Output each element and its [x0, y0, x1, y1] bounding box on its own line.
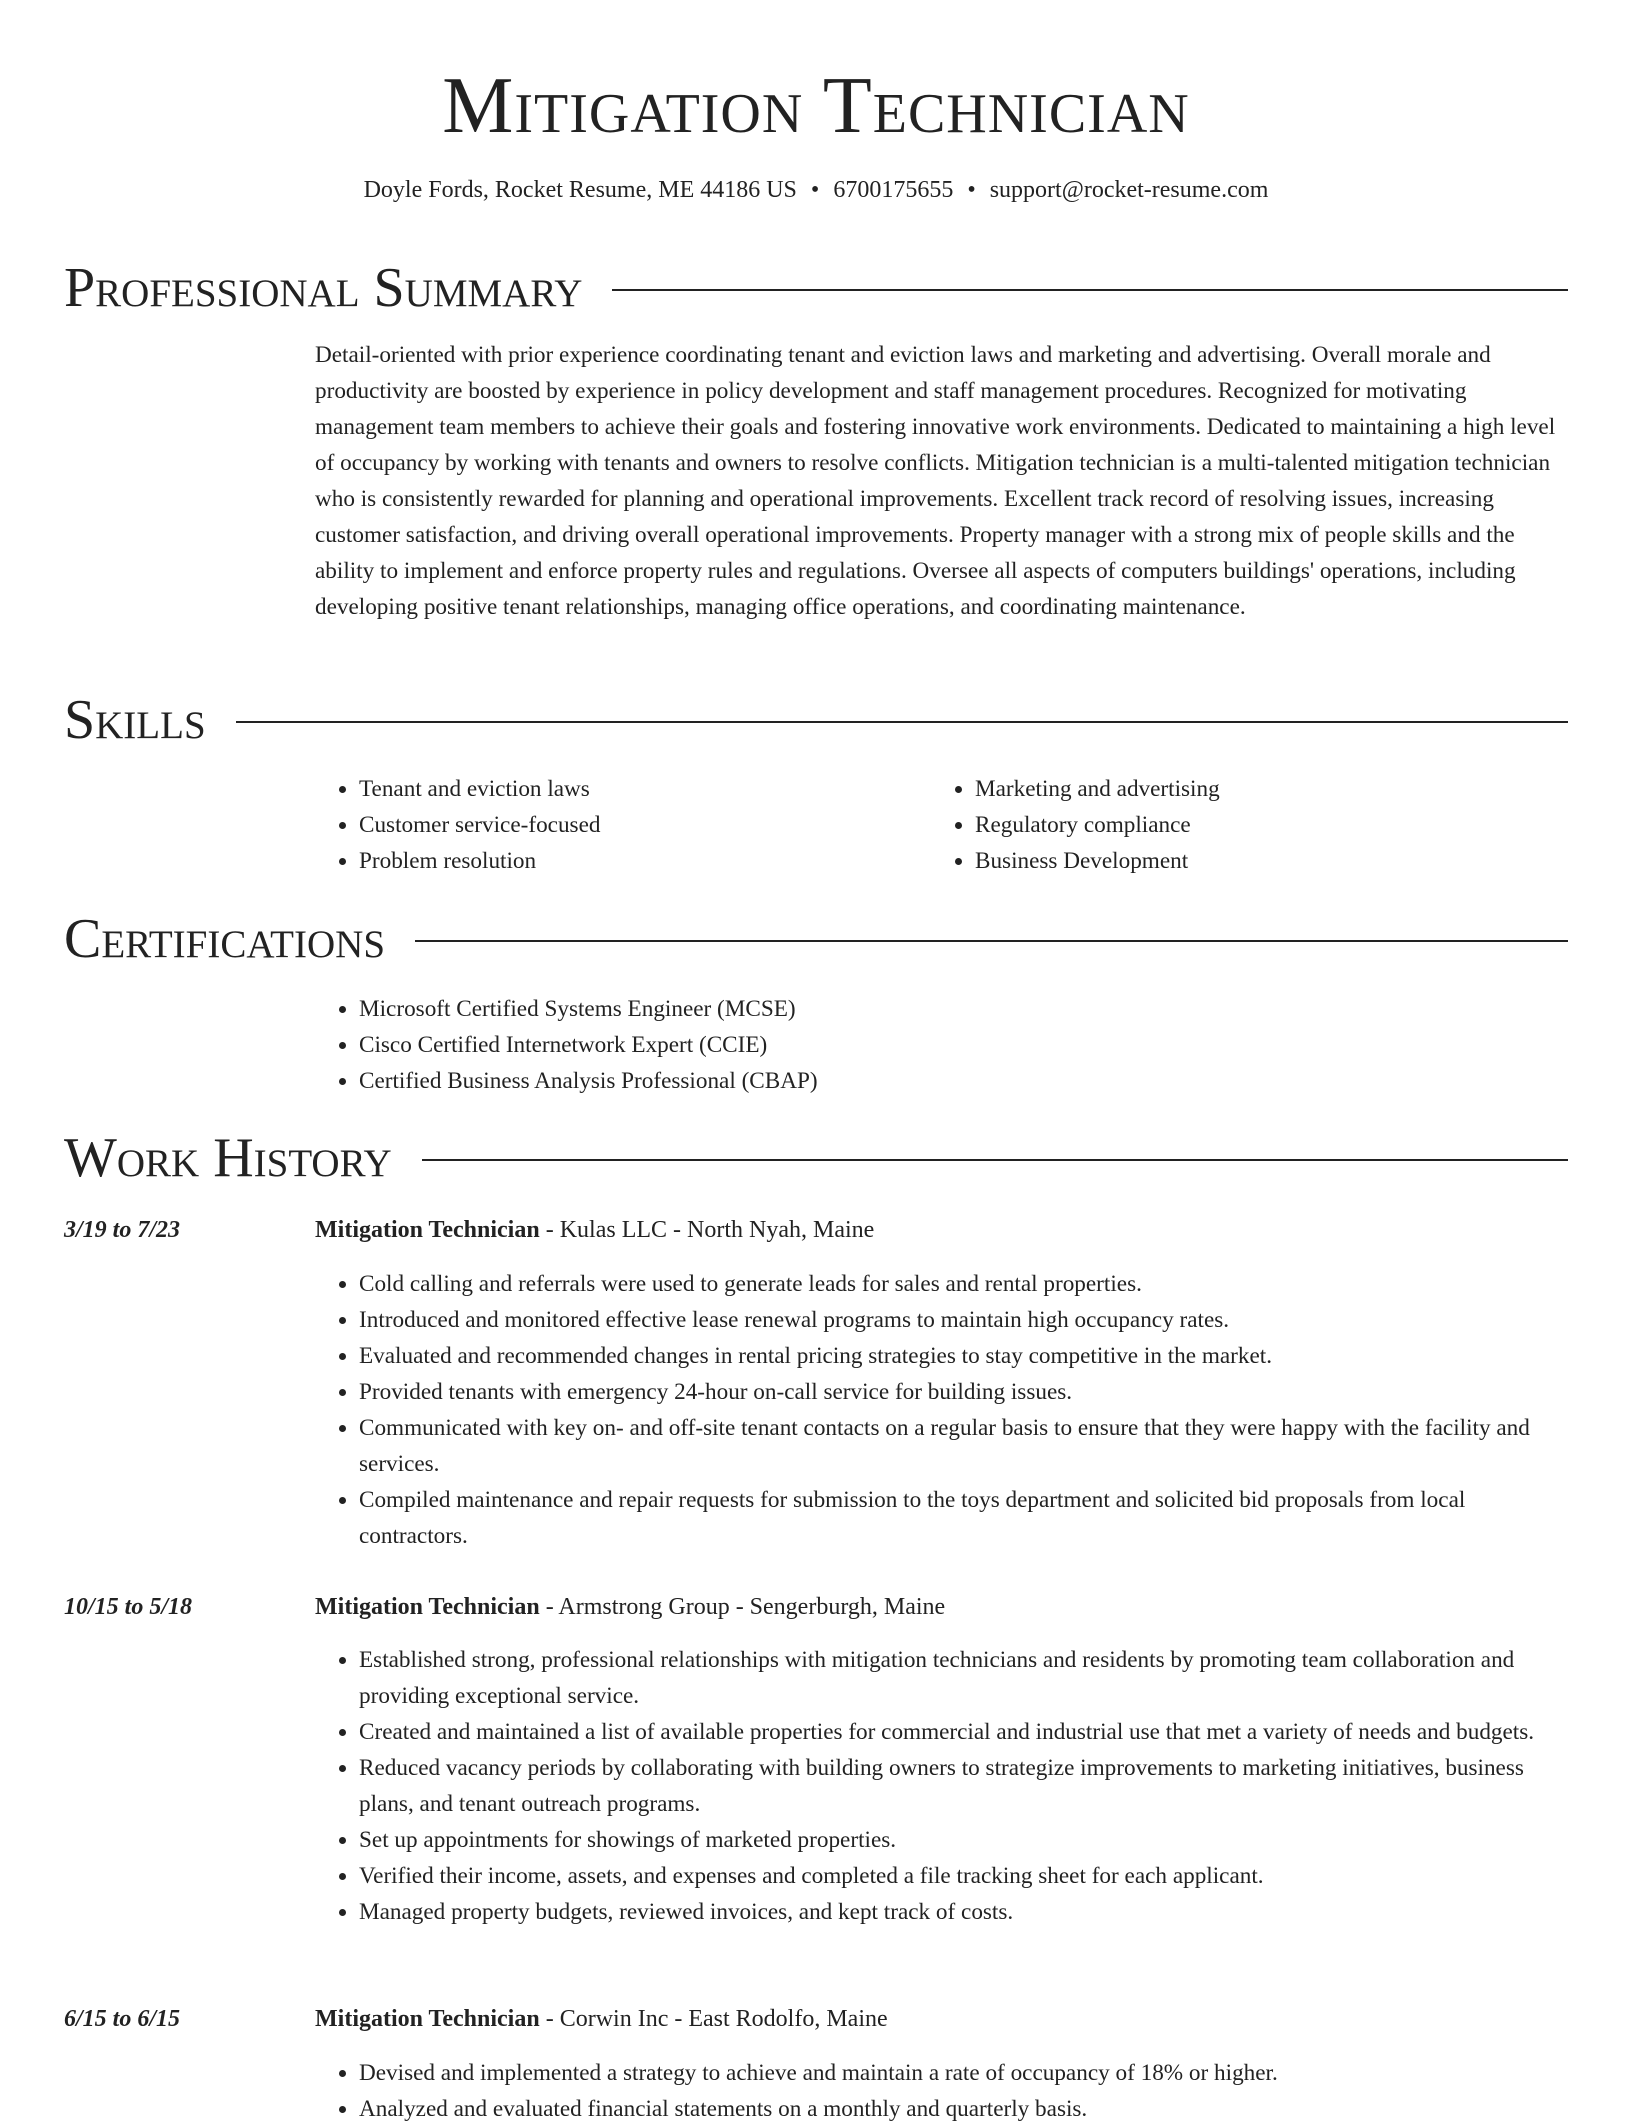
job-title: Mitigation Technician — [315, 2006, 540, 2032]
phone: 6700175655 — [833, 177, 954, 203]
job-duty-item: • Verified their income, assets, and expenses and completed a file tracking sheet for each applicant. — [359, 1858, 1570, 1894]
job-duty-item: • Evaluated and recommended changes in rental pricing strategies to stay competitive in the market. — [359, 1338, 1570, 1374]
certifications-list — [315, 991, 1515, 1099]
skills-right-column — [931, 771, 1531, 879]
email[interactable]: support@rocket-resume.com — [989, 177, 1269, 203]
job-duty-item: • Introduced and monitored effective lease renewal programs to maintain high occupancy rates. — [359, 1302, 1570, 1338]
work-history-heading-row — [64, 1126, 1568, 1190]
job-duty-item: • Reduced vacancy periods by collaborating with building owners to strategize improvements to marketing initiatives, business plans, and tenant outreach programs. — [359, 1750, 1570, 1822]
certification-item: • Cisco Certified Internetwork Expert (CCIE) — [359, 1027, 1515, 1063]
job-duty-item: • Cold calling and referrals were used to generate leads for sales and rental properties. — [359, 1266, 1570, 1302]
section-divider — [612, 289, 1568, 291]
skill-item: • Customer service-focused — [359, 807, 915, 843]
job-dates: 3/19 to 7/23 — [64, 1217, 181, 1243]
job-duties — [315, 2055, 1570, 2127]
job-duty-item: • Established strong, professional relationships with mitigation technicians and residents by promoting team collaboration and providing exceptional service. — [359, 1642, 1570, 1714]
job-duty-item: • Analyzed and evaluated financial statements on a monthly and quarterly basis. — [359, 2091, 1570, 2127]
job-employer-location: - Corwin Inc - East Rodolfo, Maine — [539, 2006, 888, 2032]
skill-item: • Problem resolution — [359, 843, 915, 879]
section-divider — [422, 1159, 1568, 1161]
work-history-heading: Work History — [64, 1127, 392, 1189]
job-dates: 10/15 to 5/18 — [64, 1594, 193, 1620]
job-dates: 6/15 to 6/15 — [64, 2006, 181, 2032]
skill-item: • Business Development — [975, 843, 1531, 879]
summary-heading: Professional Summary — [64, 257, 583, 319]
certification-item: • Microsoft Certified Systems Engineer (MCSE) — [359, 991, 1515, 1027]
certification-item: • Certified Business Analysis Professional (CBAP) — [359, 1063, 1515, 1099]
job-heading — [315, 2001, 888, 2037]
summary-heading-row — [64, 256, 1568, 320]
address: Doyle Fords, Rocket Resume, ME 44186 US — [363, 177, 797, 203]
section-divider — [236, 721, 1568, 723]
skills-heading: Skills — [64, 689, 206, 751]
candidate-name: Mitigation Technician — [442, 62, 1190, 150]
job-title: Mitigation Technician — [315, 1217, 540, 1243]
job-duty-item: • Devised and implemented a strategy to achieve and maintain a rate of occupancy of 18% or higher. — [359, 2055, 1570, 2091]
job-heading — [315, 1212, 874, 1248]
contact-line — [0, 174, 1632, 206]
skill-item: • Marketing and advertising — [975, 771, 1531, 807]
job-duties — [315, 1266, 1570, 1554]
skills-heading-row — [64, 688, 1568, 752]
job-duties — [315, 1642, 1570, 1930]
certifications-heading: Certifications — [64, 908, 386, 970]
job-duty-item: • Provided tenants with emergency 24-hour on-call service for building issues. — [359, 1374, 1570, 1410]
job-duty-item: • Managed property budgets, reviewed invoices, and kept track of costs. — [359, 1894, 1570, 1930]
job-heading — [315, 1589, 945, 1625]
summary-text: Detail-oriented with prior experience coordinating tenant and eviction laws and marketing and advertising. Overall morale and productivity are boosted by experience in policy development and staff management procedures. Recognized for motivating management team members to achieve their goals and fostering innovative work environments. Dedicated to maintaining a high level of occupancy by working with tenants and owners to resolve conflicts. Mitigation technician is a multi-talented mitigation technician who is consistently rewarded for planning and operational improvements. Excellent track record of resolving issues, increasing customer satisfaction, and driving overall operational improvements. Property manager with a strong mix of people skills and the ability to implement and enforce property rules and regulations. Oversee all aspects of computers buildings' operations, including developing positive tenant relationships, managing office operations, and coordinating maintenance. — [315, 342, 1556, 620]
separator: • — [967, 177, 976, 203]
job-duty-item: • Created and maintained a list of available properties for commercial and industrial use that met a variety of needs and budgets. — [359, 1714, 1570, 1750]
skills-left-column — [315, 771, 915, 879]
job-employer-location: - Armstrong Group - Sengerburgh, Maine — [539, 1594, 946, 1620]
certifications-heading-row — [64, 907, 1568, 971]
section-divider — [415, 940, 1568, 942]
skill-item: • Regulatory compliance — [975, 807, 1531, 843]
job-title: Mitigation Technician — [315, 1594, 540, 1620]
skill-item: • Tenant and eviction laws — [359, 771, 915, 807]
job-employer-location: - Kulas LLC - North Nyah, Maine — [539, 1217, 875, 1243]
separator: • — [810, 177, 820, 203]
job-duty-item: • Communicated with key on- and off-site tenant contacts on a regular basis to ensure that they were happy with the facility and services. — [359, 1410, 1570, 1482]
job-duty-item: • Compiled maintenance and repair requests for submission to the toys department and solicited bid proposals from local contractors. — [359, 1482, 1570, 1554]
job-duty-item: • Set up appointments for showings of marketed properties. — [359, 1822, 1570, 1858]
